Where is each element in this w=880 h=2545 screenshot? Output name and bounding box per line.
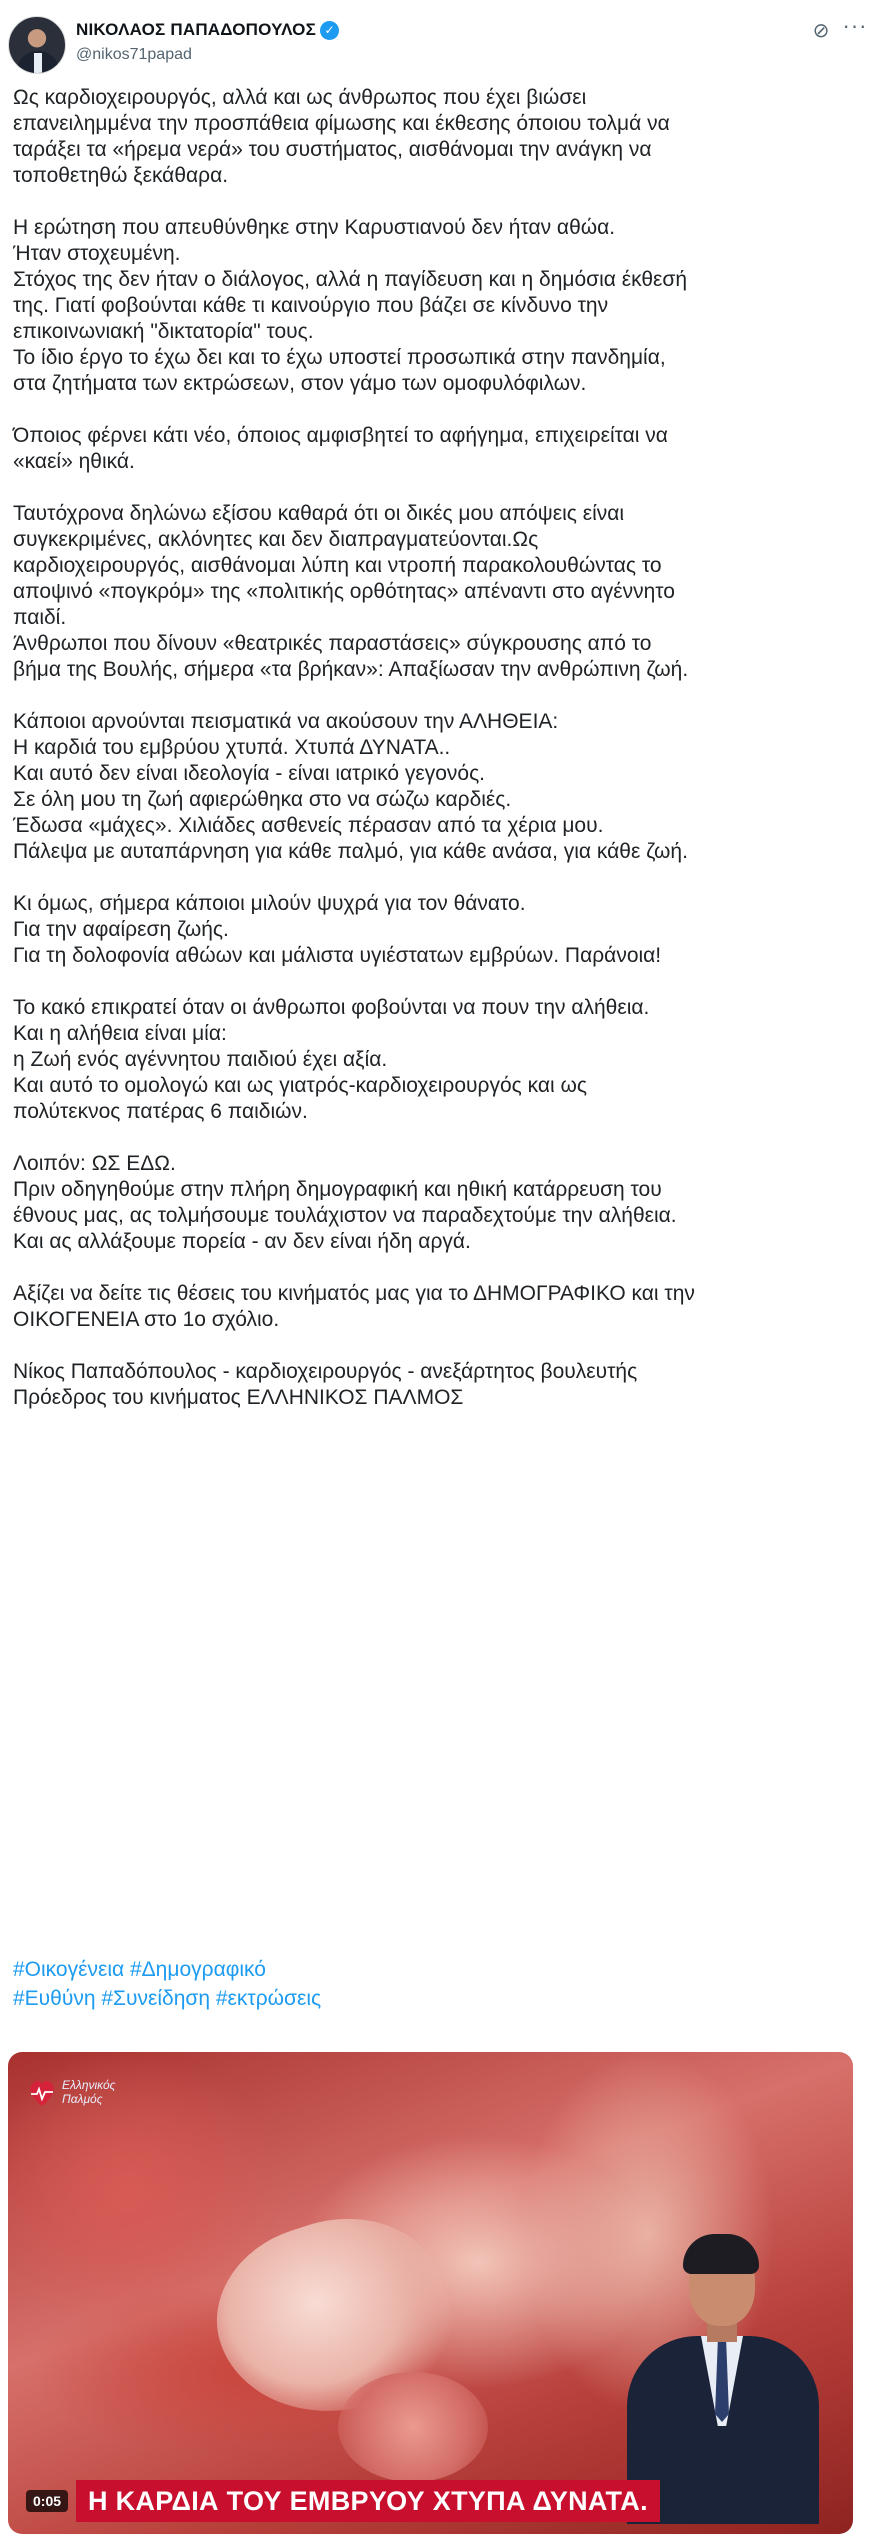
avatar-shirt bbox=[34, 53, 42, 73]
text-line: Κάποιοι αρνούνται πεισματικά να ακούσουν την ΑΛΗΘΕΙΑ: bbox=[13, 710, 559, 733]
text-line: Άνθρωποι που δίνουν «θεατρικές παραστάσεις» σύγκρουσης από το bbox=[13, 632, 652, 655]
presenter-hair bbox=[683, 2234, 759, 2274]
text-line: Στόχος της δεν ήταν ο διάλογος, αλλά η παγίδευση και η δημόσια έκθεσή bbox=[13, 268, 688, 291]
text-line: Έδωσα «μάχες». Χιλιάδες ασθενείς πέρασαν από τα χέρια μου. bbox=[13, 814, 604, 837]
grok-icon[interactable]: ⊘ bbox=[812, 20, 830, 42]
logo-text-line: Παλμός bbox=[62, 2092, 103, 2106]
text-line: επανειλημμένα την προσπάθεια φίμωσης και έκθεσης όποιου τολμά να bbox=[13, 112, 670, 135]
text-line: Και αυτό το ομολογώ και ως γιατρός-καρδιοχειρουργός και ως bbox=[13, 1074, 588, 1097]
text-line: Και αυτό δεν είναι ιδεολογία - είναι ιατρικό γεγονός. bbox=[13, 762, 486, 785]
text-line: Όποιος φέρνει κάτι νέο, όποιος αμφισβητεί το αφήγημα, επιχειρείται να bbox=[13, 424, 668, 447]
text-line: Το ίδιο έργο το έχω δει και το έχω υποστεί προσωπικά στην πανδημία, bbox=[13, 346, 666, 369]
hashtags bbox=[13, 1955, 321, 2013]
video-media[interactable] bbox=[8, 2052, 853, 2534]
verified-badge-icon: ✓ bbox=[320, 21, 339, 40]
video-caption: Η ΚΑΡΔΙΑ ΤΟΥ ΕΜΒΡΥΟΥ ΧΤΥΠΑ ΔΥΝΑΤΑ. bbox=[76, 2480, 660, 2522]
text-line: η Ζωή ενός αγέννητου παιδιού έχει αξία. bbox=[13, 1048, 388, 1071]
paragraph bbox=[13, 1359, 873, 1411]
text-line: «καεί» ηθικά. bbox=[13, 450, 135, 473]
text-line: επικοινωνιακή "δικτατορία" τους. bbox=[13, 320, 314, 343]
video-timestamp: 0:05 bbox=[26, 2490, 68, 2512]
text-line: έθνους μας, ας τολμήσουμε τουλάχιστον να παραδεχτούμε την αλήθεια. bbox=[13, 1204, 677, 1227]
text-line: Νίκος Παπαδόπουλος - καρδιοχειρουργός - ανεξάρτητος βουλευτής bbox=[13, 1360, 638, 1383]
text-line: Το κακό επικρατεί όταν οι άνθρωποι φοβούνται να πουν την αλήθεια. bbox=[13, 996, 650, 1019]
channel-logo bbox=[28, 2070, 138, 2120]
text-line: αποψινό «πογκρόμ» της «πολιτικής ορθότητας» απέναντι στο αγέννητο bbox=[13, 580, 675, 603]
user-handle[interactable]: @nikos71papad bbox=[76, 46, 192, 63]
presenter-image bbox=[613, 2224, 833, 2524]
more-options-icon[interactable]: ··· bbox=[842, 13, 868, 38]
text-line: βήμα της Βουλής, σήμερα «τα βρήκαν»: Απαξίωσαν την ανθρώπινη ζωή. bbox=[13, 658, 689, 681]
text-line: Η καρδιά του εμβρύου χτυπά. Χτυπά ΔΥΝΑΤΑ.. bbox=[13, 736, 451, 759]
text-line: ταράξει τα «ήρεμα νερά» του συστήματος, αισθάνομαι την ανάγκη να bbox=[13, 138, 652, 161]
logo-text-line: Ελληνικός bbox=[62, 2078, 116, 2092]
text-line: Πριν οδηγηθούμε στην πλήρη δημογραφική και ηθική κατάρρευση του bbox=[13, 1178, 662, 1201]
text-line: Και ας αλλάξουμε πορεία - αν δεν είναι ήδη αργά. bbox=[13, 1230, 471, 1253]
text-line: καρδιοχειρουργός, αισθάνομαι λύπη και ντροπή παρακολουθώντας το bbox=[13, 554, 662, 577]
name-row bbox=[76, 20, 339, 40]
text-line: στα ζητήματα των εκτρώσεων, στον γάμο των ομοφυλόφιλων. bbox=[13, 372, 587, 395]
text-line: παιδί. bbox=[13, 606, 67, 629]
text-line: Κι όμως, σήμερα κάποιοι μιλούν ψυχρά για τον θάνατο. bbox=[13, 892, 526, 915]
paragraph bbox=[13, 995, 873, 1125]
paragraph bbox=[13, 1281, 873, 1333]
paragraph bbox=[13, 423, 873, 475]
heart-logo-icon bbox=[28, 2076, 56, 2110]
tweet-header bbox=[8, 14, 872, 76]
paragraph bbox=[13, 891, 873, 969]
text-line: Πρόεδρος του κινήματος ΕΛΛΗΝΙΚΟΣ ΠΑΛΜΟΣ bbox=[13, 1386, 464, 1409]
text-line: Η ερώτηση που απευθύνθηκε στην Καρυστιανού δεν ήταν αθώα. bbox=[13, 216, 616, 239]
hashtag-line[interactable]: #Ευθύνη #Συνείδηση #εκτρώσεις bbox=[13, 1987, 322, 2010]
display-name[interactable]: ΝΙΚΟΛΑΟΣ ΠΑΠΑΔΟΠΟΥΛΟΣ bbox=[76, 20, 316, 39]
video-caption-bar bbox=[26, 2480, 660, 2522]
text-line: συγκεκριμένες, ακλόνητες και δεν διαπραγματεύονται.Ως bbox=[13, 528, 539, 551]
text-line: της. Γιατί φοβούνται κάθε τι καινούργιο που βάζει σε κίνδυνο την bbox=[13, 294, 609, 317]
text-line: Ήταν στοχευμένη. bbox=[13, 242, 181, 265]
tweet-text bbox=[13, 85, 873, 1437]
tissue-shape bbox=[338, 2372, 488, 2482]
text-line: Για τη δολοφονία αθώων και μάλιστα υγιέστατων εμβρύων. Παράνοια! bbox=[13, 944, 662, 967]
text-line: τοποθετηθώ ξεκάθαρα. bbox=[13, 164, 229, 187]
logo-text bbox=[62, 2078, 116, 2106]
text-line: πολύτεκνος πατέρας 6 παιδιών. bbox=[13, 1100, 308, 1123]
text-line: Ως καρδιοχειρουργός, αλλά και ως άνθρωπος που έχει βιώσει bbox=[13, 86, 587, 109]
paragraph bbox=[13, 709, 873, 865]
text-line: Πάλεψα με αυταπάρνηση για κάθε παλμό, για κάθε ανάσα, για κάθε ζωή. bbox=[13, 840, 688, 863]
text-line: Σε όλη μου τη ζωή αφιερώθηκα στο να σώζω καρδιές. bbox=[13, 788, 512, 811]
text-line: Λοιπόν: ΩΣ ΕΔΩ. bbox=[13, 1152, 176, 1175]
text-line: Για την αφαίρεση ζωής. bbox=[13, 918, 229, 941]
hashtag-line[interactable]: #Οικογένεια #Δημογραφικό bbox=[13, 1958, 266, 1981]
text-line: Και η αλήθεια είναι μία: bbox=[13, 1022, 227, 1045]
text-line: ΟΙΚΟΓΕΝΕΙΑ στο 1ο σχόλιο. bbox=[13, 1308, 280, 1331]
paragraph bbox=[13, 501, 873, 683]
text-line: Ταυτόχρονα δηλώνω εξίσου καθαρά ότι οι δικές μου απόψεις είναι bbox=[13, 502, 625, 525]
paragraph bbox=[13, 1151, 873, 1255]
avatar[interactable] bbox=[8, 16, 66, 74]
text-line: Αξίζει να δείτε τις θέσεις του κινήματός μας για το ΔΗΜΟΓΡΑΦΙΚΟ και την bbox=[13, 1282, 695, 1305]
paragraph bbox=[13, 85, 873, 189]
paragraph bbox=[13, 215, 873, 397]
